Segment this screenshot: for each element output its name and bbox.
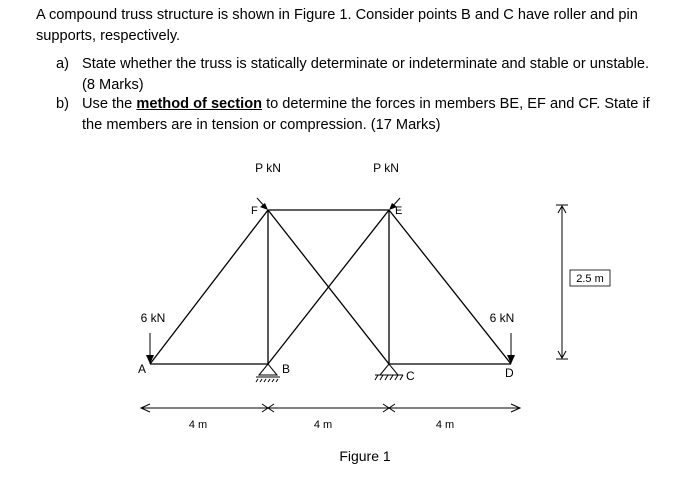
node-label-F: F [251, 205, 258, 217]
dimension-span-3: 4 m [435, 419, 455, 431]
pin-support-C [375, 364, 403, 380]
node-label-A: A [138, 362, 147, 376]
question-b-text-after: to determine the forces in members BE, EF and CF. State if the members are in tension or compression. (17 Marks) [82, 96, 650, 133]
figure-caption: Figure 1 [339, 448, 391, 464]
vertical-dimension-line [556, 205, 568, 359]
roller-support-B [256, 364, 280, 382]
question-a-text: State whether the truss is statically determinate or indeterminate and stable or unstable. (8 Marks) [82, 56, 650, 93]
problem-intro: A compound truss structure is shown in Figure 1. Consider points B and C have roller and pin supports, respectively. [36, 7, 638, 44]
load-label-top-left: P kN [255, 161, 281, 175]
load-arrowhead-F [260, 203, 268, 210]
node-label-B: B [282, 362, 291, 376]
node-label-E: E [395, 205, 403, 217]
dimension-span-1: 4 m [188, 419, 208, 431]
load-label-top-right: P kN [373, 161, 399, 175]
node-label-C: C [406, 369, 415, 383]
node-label-D: D [505, 366, 514, 380]
dimension-height: 2.5 m [576, 273, 604, 285]
horizontal-dimension-line [141, 404, 520, 412]
member-ED [389, 210, 511, 364]
method-of-section-emphasis: method of section [136, 96, 263, 112]
truss-members [150, 210, 511, 364]
load-label-right: 6 kN [489, 311, 515, 325]
question-b-text-before: Use the [82, 96, 137, 112]
load-label-left: 6 kN [140, 311, 166, 325]
question-a-label: a) [56, 56, 69, 72]
dimension-span-2: 4 m [313, 419, 333, 431]
member-AF [150, 210, 268, 364]
question-b-label: b) [56, 96, 69, 112]
